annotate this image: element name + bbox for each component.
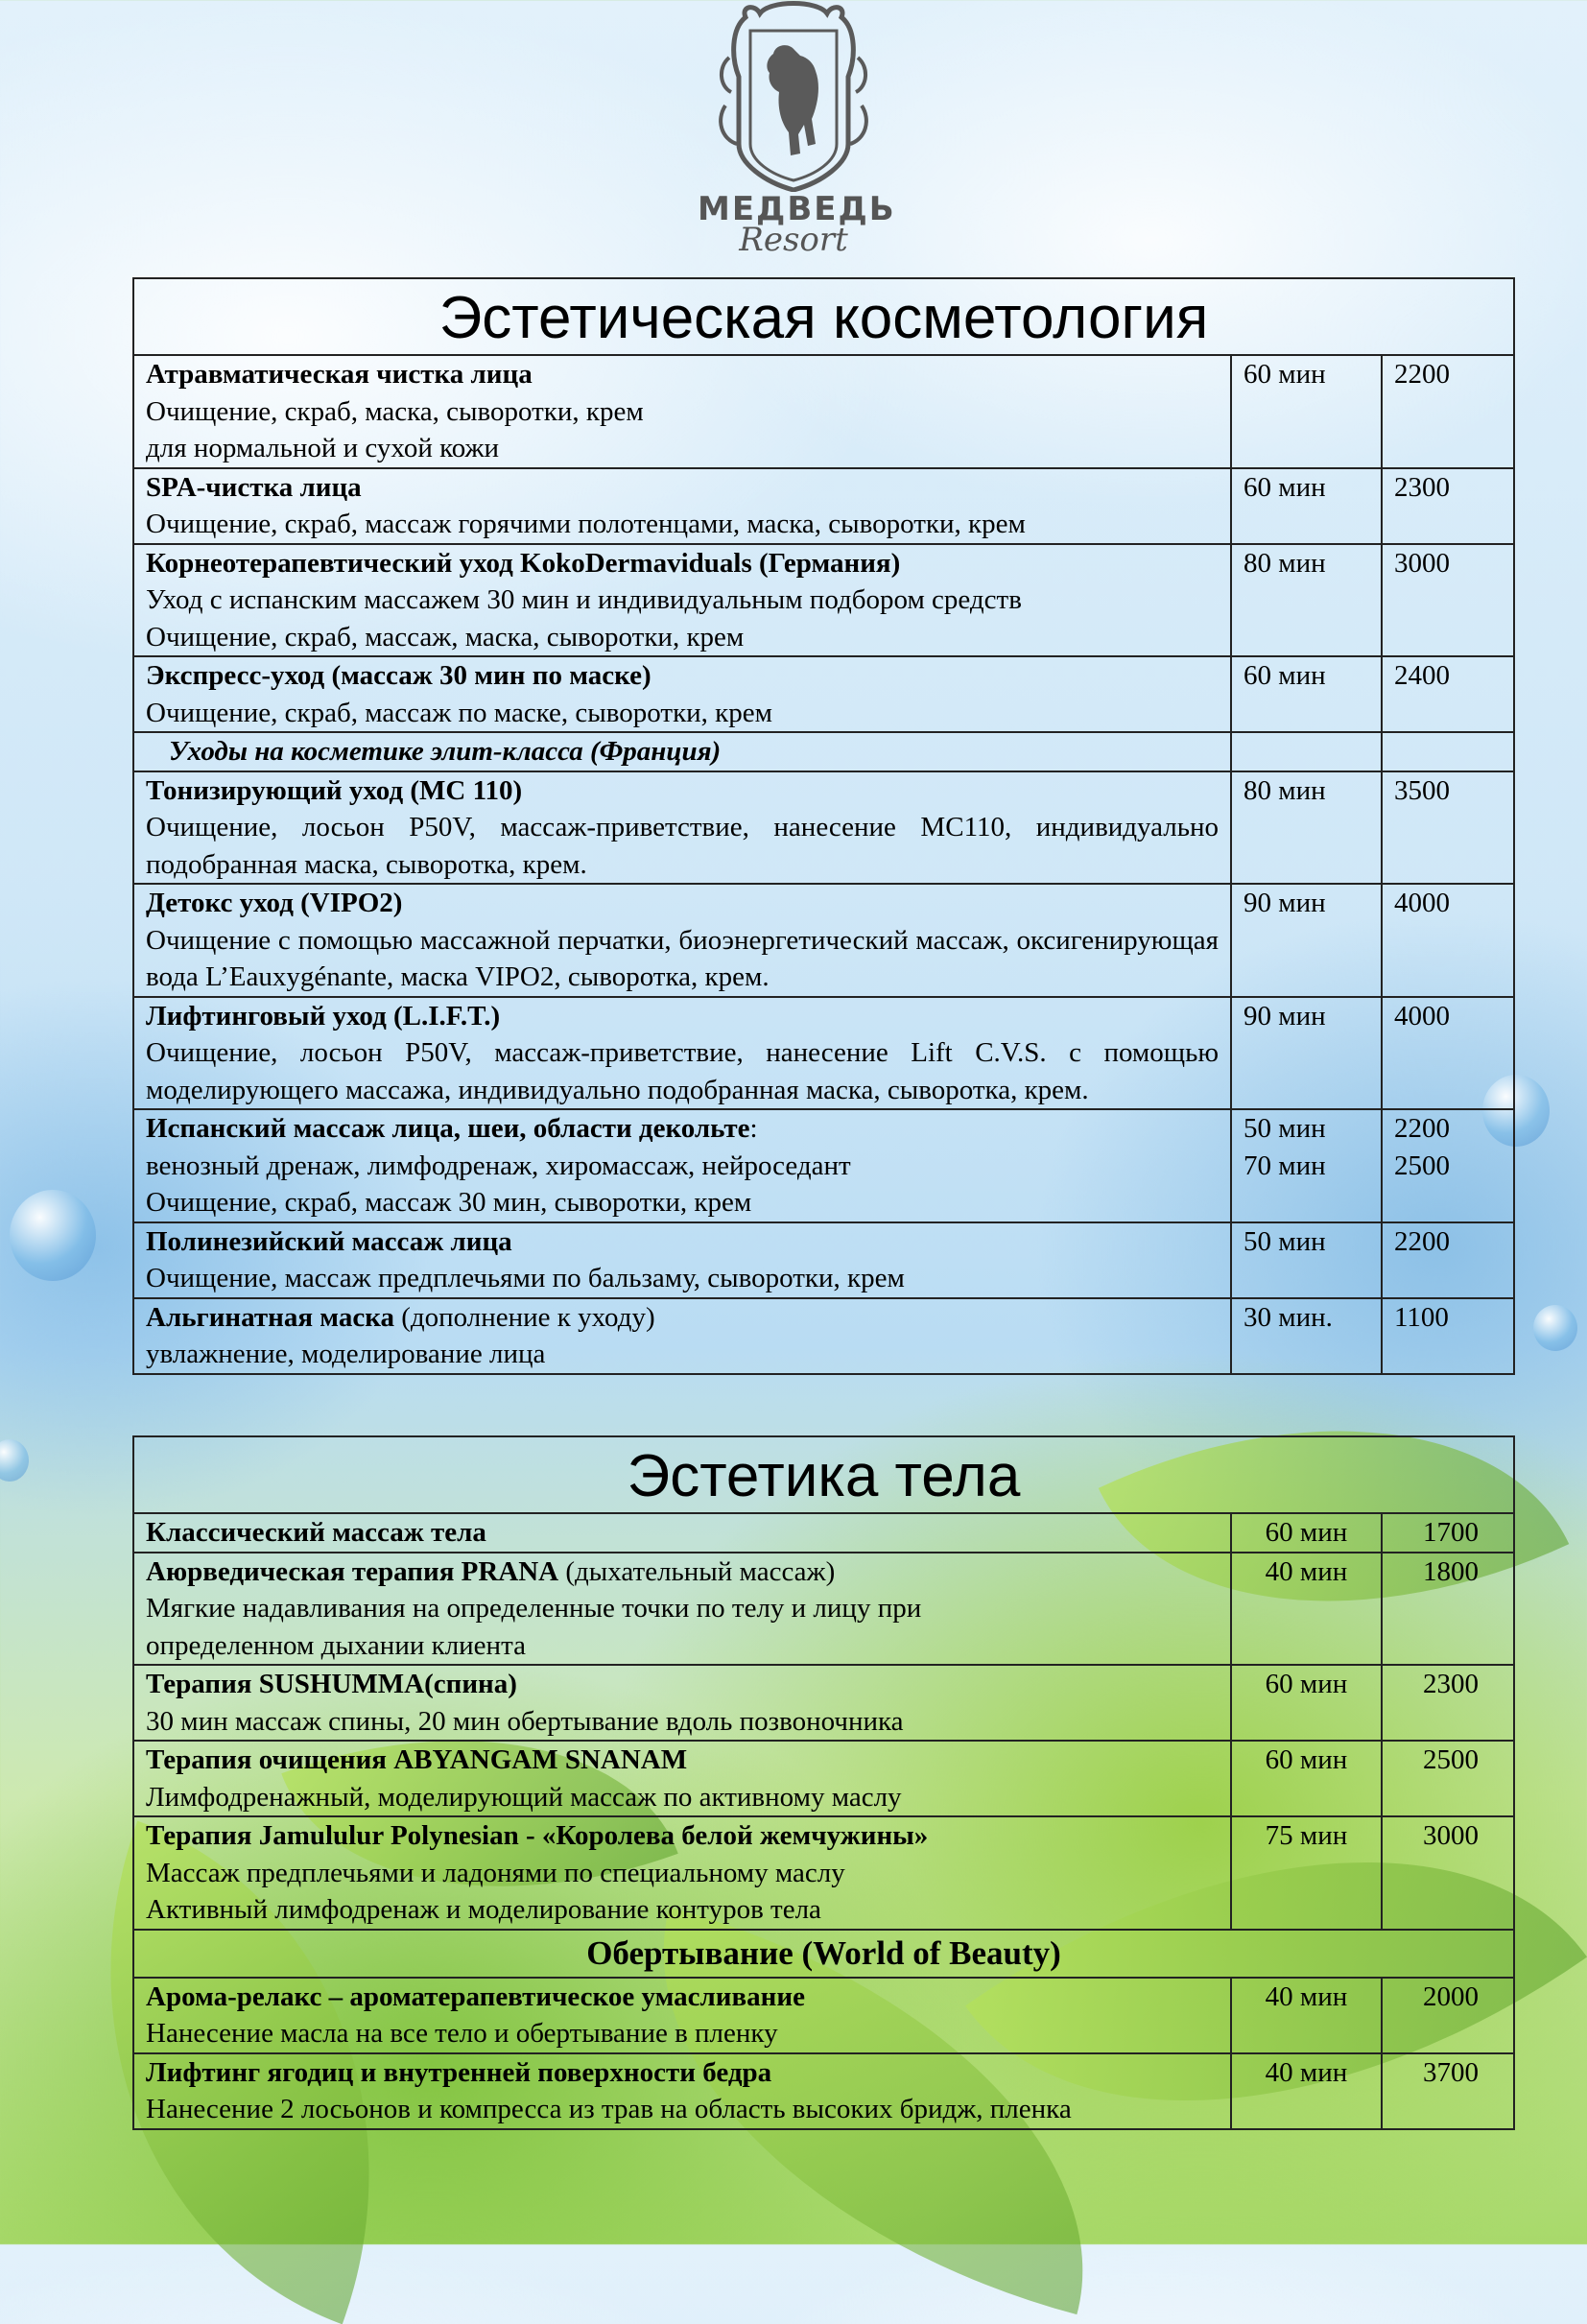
service-detail-line: Лимфодренажный, моделирующий массаж по активному маслу: [146, 1781, 902, 1813]
service-row: [133, 656, 1514, 732]
duration: 60 мин: [1265, 1517, 1348, 1548]
price: 2300: [1423, 1669, 1479, 1699]
service-detail-line: увлажнение, моделирование лица: [146, 1339, 546, 1369]
service-name: Терапия очищения ABYANGAM SNANAM: [146, 1744, 688, 1775]
service-name-note: (дополнение к уходу): [393, 1301, 655, 1333]
service-description: [133, 1298, 1231, 1374]
price-cell: [1382, 997, 1514, 1110]
price-cell: [1382, 2053, 1514, 2129]
price-cell: [1382, 1978, 1514, 2053]
service-detail-line: Мягкие надавливания на определенные точки по телу и лицу при: [146, 1593, 922, 1624]
water-drop: [10, 1190, 96, 1281]
duration: 60 мин: [1265, 1744, 1348, 1775]
duration-cell: [1231, 1553, 1382, 1666]
service-detail-line: определенном дыхании клиента: [146, 1629, 526, 1661]
service-description: [133, 544, 1231, 657]
duration: 60 мин: [1244, 660, 1326, 691]
service-title: [146, 1742, 1219, 1779]
service-description: [133, 1222, 1231, 1298]
logo-subtitle: Resort: [739, 221, 848, 259]
service-row: [133, 1665, 1514, 1741]
service-title: [146, 2054, 1219, 2092]
service-name: Терапия SUSHUMMA(спина): [146, 1669, 517, 1699]
service-title: [146, 545, 1219, 582]
price: 3500: [1394, 774, 1450, 806]
service-title: [146, 1514, 1219, 1552]
service-title: [146, 1223, 1219, 1261]
price-cell: [1382, 1513, 1514, 1553]
service-name: Атравматическая чистка лица: [146, 359, 533, 390]
price-cell: [1382, 468, 1514, 544]
duration-cell: [1231, 997, 1382, 1110]
service-row: [133, 1816, 1514, 1930]
price: 3700: [1423, 2056, 1479, 2088]
price: 4000: [1394, 888, 1450, 918]
service-row: [133, 1222, 1514, 1298]
service-title: [146, 1666, 1219, 1703]
subheading: Обертывание (World of Beauty): [133, 1930, 1514, 1978]
duration-cell: [1231, 884, 1382, 997]
price: 2500: [1423, 1744, 1479, 1775]
service-title: [146, 1817, 1219, 1855]
duration: 40 мин: [1265, 1980, 1348, 2012]
duration-cell: [1231, 1741, 1382, 1816]
duration: 90 мин: [1244, 1000, 1326, 1032]
service-title: [146, 469, 1219, 507]
empty-cell: [1382, 732, 1514, 771]
service-detail-line: Очищение, скраб, массаж, маска, сыворотки, крем: [146, 621, 745, 652]
price: 1100: [1394, 1301, 1449, 1333]
duration-cell: [1231, 656, 1382, 732]
logo-name: МЕДВЕДЬ: [698, 190, 896, 228]
duration-cell: [1231, 1109, 1382, 1222]
service-row: [133, 1513, 1514, 1553]
service-name: Лифтинг ягодиц и внутренней поверхности бедра: [146, 2056, 772, 2088]
duration: 80 мин: [1244, 547, 1326, 579]
subheading: Уходы на косметике элит-класса (Франция): [133, 732, 1231, 771]
service-detail-line: для нормальной и сухой кожи: [146, 433, 500, 463]
service-row: [133, 2053, 1514, 2129]
service-row: [133, 1978, 1514, 2053]
price-cell: [1382, 1109, 1514, 1222]
duration: 60 мин: [1244, 471, 1326, 503]
service-description: [133, 468, 1231, 544]
section-title: Эстетическая косметология: [133, 278, 1514, 355]
service-detail-line: Очищение, скраб, маска, сыворотки, крем: [146, 395, 644, 427]
duration-cell: [1231, 355, 1382, 468]
service-description: [133, 997, 1231, 1110]
water-drop: [0, 1439, 29, 1482]
price: 2000: [1423, 1980, 1479, 2012]
duration-cell: [1231, 544, 1382, 657]
price: 3000: [1394, 547, 1450, 579]
price-cell: [1382, 771, 1514, 885]
service-row: [133, 468, 1514, 544]
service-name: Испанский массаж лица, шеи, области декольте: [146, 1113, 750, 1144]
service-name: Арома-релакс – ароматерапевтическое умасливание: [146, 1980, 805, 2012]
service-row: [133, 544, 1514, 657]
service-detail-line: 30 мин массаж спины, 20 мин обертывание вдоль позвоночника: [146, 1705, 904, 1737]
service-name-note: (дыхательный массаж): [558, 1555, 836, 1587]
service-detail-line: Очищение, массаж предплечьями по бальзаму, сыворотки, крем: [146, 1263, 905, 1293]
service-detail-line: Очищение, скраб, массаж по маске, сыворотки, крем: [146, 697, 772, 728]
service-description: [133, 1553, 1231, 1666]
subheading-row: [133, 1930, 1514, 1978]
duration: 50 мин: [1244, 1225, 1326, 1257]
duration-cell: [1231, 2053, 1382, 2129]
duration: 50 мин: [1244, 1113, 1326, 1144]
service-detail: Очищение с помощью массажной перчатки, биоэнергетический массаж, оксигенирующая вода L’Eauxygénante, маска VIPO2, сыворотка, крем.: [146, 924, 1219, 992]
duration-cell: [1231, 771, 1382, 885]
service-description: [133, 2053, 1231, 2129]
service-name: Детокс уход (VIPO2): [146, 888, 403, 918]
cosmetology-price-table: [132, 277, 1515, 1375]
service-title: [146, 356, 1219, 393]
price: 2200: [1394, 359, 1450, 390]
price: 2400: [1394, 660, 1450, 691]
service-description: [133, 656, 1231, 732]
service-description: [133, 1816, 1231, 1930]
service-row: [133, 355, 1514, 468]
body-aesthetics-price-table: [132, 1435, 1515, 2130]
subheading-row: [133, 732, 1514, 771]
duration-cell: [1231, 1665, 1382, 1741]
service-description: [133, 1665, 1231, 1741]
price: 1800: [1423, 1555, 1479, 1587]
service-detail: Очищение, лосьон P50V, массаж-приветствие, нанесение Lift C.V.S. с помощью моделирующего массажа, индивидуально подобранная маска, сыворотка, крем.: [146, 1037, 1219, 1105]
service-name: Корнеотерапевтический уход KokoDermaviduals (Германия): [146, 547, 901, 579]
duration: 60 мин: [1265, 1669, 1348, 1699]
service-name: Альгинатная маска: [146, 1301, 394, 1333]
service-name: SPA-чистка лица: [146, 471, 362, 503]
service-detail-line: Массаж предплечьями и ладонями по специальному маслу: [146, 1857, 845, 1888]
duration-cell: [1231, 1222, 1382, 1298]
service-row: [133, 771, 1514, 885]
price-cell: [1382, 1665, 1514, 1741]
service-title: [146, 1979, 1219, 2016]
price-cell: [1382, 1741, 1514, 1816]
service-name: Аюрведическая терапия PRANA: [146, 1555, 559, 1587]
service-title: [146, 772, 1219, 810]
price: 2500: [1394, 1150, 1450, 1181]
price-cell: [1382, 1298, 1514, 1374]
service-description: [133, 1741, 1231, 1816]
duration: 30 мин.: [1244, 1301, 1333, 1333]
section-title: Эстетика тела: [133, 1436, 1514, 1513]
duration: 40 мин: [1265, 1555, 1348, 1587]
price-cell: [1382, 355, 1514, 468]
price: 2200: [1394, 1113, 1450, 1144]
service-detail-line: Уход с испанским массажем 30 мин и индивидуальным подбором средств: [146, 584, 1022, 615]
duration-cell: [1231, 1816, 1382, 1930]
duration-cell: [1231, 1513, 1382, 1553]
service-detail-line: Нанесение масла на все тело и обертывание в пленку: [146, 2018, 778, 2049]
water-drop: [1533, 1305, 1577, 1351]
price: 3000: [1423, 1820, 1479, 1851]
duration: 60 мин: [1244, 359, 1326, 390]
duration: 90 мин: [1244, 888, 1326, 918]
duration: 40 мин: [1265, 2056, 1348, 2088]
service-title: [146, 657, 1219, 695]
service-title: [146, 1110, 1219, 1148]
bear-crest-icon: [712, 0, 875, 192]
service-name: Экспресс-уход (массаж 30 мин по маске): [146, 660, 651, 691]
service-name-note: :: [749, 1113, 758, 1144]
price-cell: [1382, 1222, 1514, 1298]
service-title: [146, 1299, 1219, 1337]
empty-cell: [1231, 732, 1382, 771]
price-cell: [1382, 884, 1514, 997]
service-description: [133, 1978, 1231, 2053]
service-detail-line: Очищение, скраб, массаж горячими полотенцами, маска, сыворотки, крем: [146, 509, 1026, 539]
price-cell: [1382, 544, 1514, 657]
service-description: [133, 1513, 1231, 1553]
price: 2300: [1394, 471, 1450, 503]
service-row: [133, 997, 1514, 1110]
service-detail-line: Нанесение 2 лосьонов и компресса из трав на область высоких бридж, пленка: [146, 2094, 1072, 2124]
duration: 70 мин: [1244, 1150, 1326, 1181]
service-row: [133, 1553, 1514, 1666]
service-detail-line: венозный дренаж, лимфодренаж, хиромассаж, нейроседант: [146, 1150, 851, 1181]
service-description: [133, 884, 1231, 997]
service-detail-line: Очищение, скраб, массаж 30 мин, сыворотки, крем: [146, 1187, 752, 1218]
price: 2200: [1394, 1225, 1450, 1257]
resort-logo: [698, 0, 896, 269]
service-title: [146, 1553, 1219, 1591]
duration-cell: [1231, 468, 1382, 544]
service-description: [133, 355, 1231, 468]
service-row: [133, 1109, 1514, 1222]
duration-cell: [1231, 1298, 1382, 1374]
service-title: [146, 885, 1219, 922]
price-cell: [1382, 1816, 1514, 1930]
service-detail: Очищение, лосьон P50V, массаж-приветствие, нанесение МС110, индивидуально подобранная маска, сыворотка, крем.: [146, 812, 1219, 880]
price-cell: [1382, 1553, 1514, 1666]
service-description: [133, 771, 1231, 885]
service-detail-line: Активный лимфодренаж и моделирование контуров тела: [146, 1894, 821, 1925]
service-row: [133, 1298, 1514, 1374]
duration-cell: [1231, 1978, 1382, 2053]
price: 4000: [1394, 1000, 1450, 1032]
service-name: Лифтинговый уход (L.I.F.T.): [146, 1000, 501, 1032]
service-row: [133, 1741, 1514, 1816]
price-cell: [1382, 656, 1514, 732]
duration: 75 мин: [1265, 1820, 1348, 1851]
service-description: [133, 1109, 1231, 1222]
service-name: Терапия Jamululur Polynesian - «Королева белой жемчужины»: [146, 1820, 929, 1851]
service-row: [133, 884, 1514, 997]
duration: 80 мин: [1244, 774, 1326, 806]
service-name: Тонизирующий уход (МС 110): [146, 774, 523, 806]
service-name: Полинезийский массаж лица: [146, 1225, 512, 1257]
service-name: Классический массаж тела: [146, 1517, 486, 1548]
price: 1700: [1423, 1517, 1479, 1548]
service-title: [146, 998, 1219, 1035]
